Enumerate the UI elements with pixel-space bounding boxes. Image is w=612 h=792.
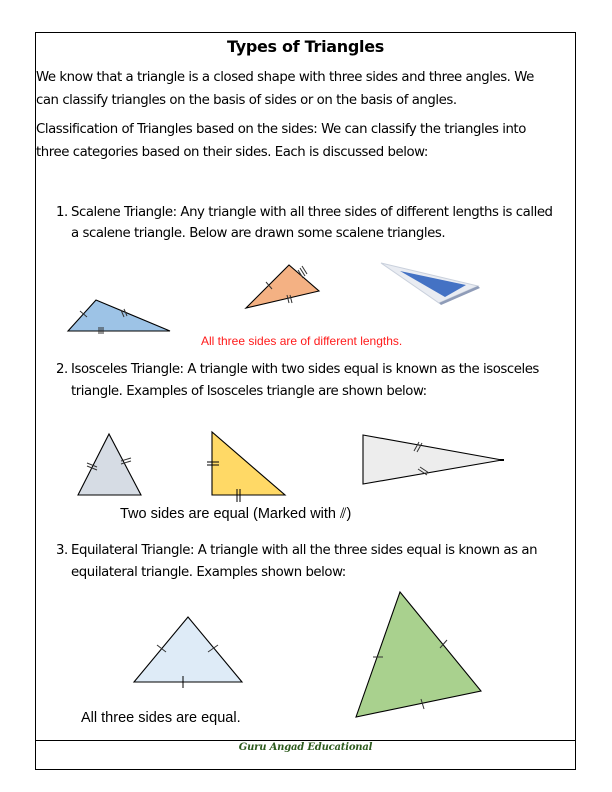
equal-mark-icon: ⫽ — [340, 506, 347, 522]
footer-brand: Guru Angad Educational — [238, 742, 373, 753]
classification-line-1: Classification of Triangles based on the sides: We can classify the triangles into — [36, 122, 526, 137]
isosceles-text-line-2: triangle. Examples of Isosceles triangle are shown below: — [71, 384, 427, 399]
equilateral-text-line-1: Equilateral Triangle: A triangle with all the three sides equal is known as an — [71, 543, 538, 558]
intro-line-1: We know that a triangle is a closed shape with three sides and three angles. We — [36, 70, 534, 85]
scalene-caption: All three sides are of different lengths. — [201, 334, 403, 348]
equilateral-text-line-2: equilateral triangle. Examples shown below: — [71, 565, 346, 580]
scalene-text-line-2: a scalene triangle. Below are drawn some scalene triangles. — [71, 226, 446, 241]
equilateral-triangle-light-blue — [134, 617, 242, 688]
isosceles-caption-end: ) — [346, 506, 352, 522]
isosceles-caption — [120, 506, 351, 522]
classification-line-2: three categories based on their sides. Each is discussed below: — [36, 145, 428, 160]
isosceles-text-line-1: Isosceles Triangle: A triangle with two sides equal is known as the isosceles — [71, 362, 539, 377]
item-number: 1. — [56, 205, 68, 220]
isosceles-triangle-light-gray — [363, 435, 504, 484]
equilateral-triangle-green — [356, 592, 481, 717]
scalene-triangle-3d-blue — [381, 263, 480, 305]
page-title: Types of Triangles — [227, 37, 384, 56]
isosceles-right-triangle-yellow — [207, 432, 285, 502]
scalene-triangle-blue — [68, 300, 170, 334]
equilateral-caption: All three sides are equal. — [81, 710, 241, 726]
item-number: 3. — [56, 543, 68, 558]
isosceles-caption-text: Two sides are equal (Marked with — [120, 506, 341, 522]
isosceles-triangle-gray — [78, 434, 141, 495]
scalene-text-line-1: Scalene Triangle: Any triangle with all three sides of different lengths is called — [71, 205, 553, 220]
intro-line-2: can classify triangles on the basis of sides or on the basis of angles. — [36, 93, 457, 108]
item-number: 2. — [56, 362, 68, 377]
scalene-triangle-orange — [246, 265, 319, 308]
